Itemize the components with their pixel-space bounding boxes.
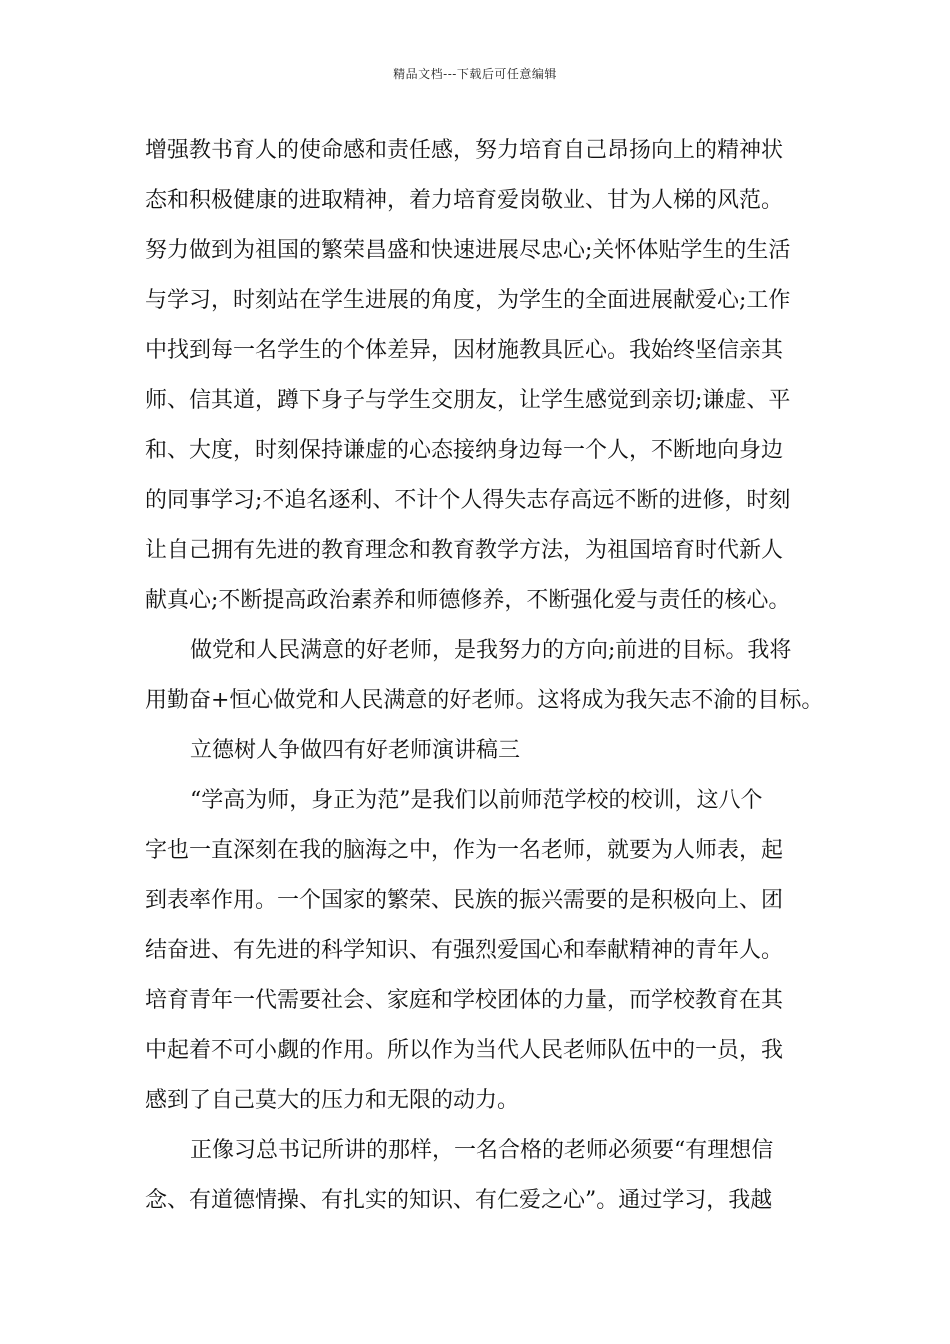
text-line: 和、大度，时刻保持谦虚的心态接纳身边每一个人，不断地向身边 (145, 438, 784, 463)
text-line: 结奋进、有先进的科学知识、有强烈爱国心和奉献精神的青年人。 (145, 938, 784, 963)
text-line: 师、信其道，蹲下身子与学生交朋友，让学生感觉到亲切;谦虚、平 (145, 388, 791, 413)
text-line: 让自己拥有先进的教育理念和教育教学方法，为祖国培育时代新人 (145, 538, 784, 563)
document-body (145, 126, 824, 1226)
paragraph-start-line: “学高为师，身正为范”是我们以前师范学校的校训，这八个 (190, 788, 763, 813)
paragraph-start-line: 做党和人民满意的好老师，是我努力的方向;前进的目标。我将 (190, 638, 792, 663)
section-heading: 立德树人争做四有好老师演讲稿三 (190, 738, 521, 763)
paragraph-start-line: 正像习总书记所讲的那样，一名合格的老师必须要“有理想信 (190, 1138, 774, 1163)
text-line: 感到了自己莫大的压力和无限的动力。 (145, 1088, 520, 1113)
text-line: 到表率作用。一个国家的繁荣、民族的振兴需要的是积极向上、团 (145, 888, 784, 913)
text-line: 培育青年一代需要社会、家庭和学校团体的力量，而学校教育在其 (145, 988, 784, 1013)
text-line: 献真心;不断提高政治素养和师德修养，不断强化爱与责任的核心。 (145, 588, 791, 613)
text-line: 增强教书育人的使命感和责任感，努力培育自己昂扬向上的精神状 (145, 138, 784, 163)
text-line: 字也一直深刻在我的脑海之中，作为一名老师，就要为人师表，起 (145, 838, 784, 863)
text-line: 态和积极健康的进取精神，着力培育爱岗敬业、甘为人梯的风范。 (145, 188, 784, 213)
text-line: 用勤奋+恒心做党和人民满意的好老师。这将成为我矢志不渝的目标。 (145, 688, 824, 713)
text-line: 的同事学习;不追名逐利、不计个人得失志存高远不断的进修，时刻 (145, 488, 791, 513)
text-line: 努力做到为祖国的繁荣昌盛和快速进展尽忠心;关怀体贴学生的生活 (145, 238, 791, 263)
text-line: 中找到每一名学生的个体差异，因材施教具匠心。我始终坚信亲其 (145, 338, 784, 363)
page-header: 精品文档---下载后可任意编辑 (393, 67, 557, 81)
text-line: 与学习，时刻站在学生进展的角度，为学生的全面进展献爱心;工作 (145, 288, 791, 313)
text-line: 念、有道德情操、有扎实的知识、有仁爱之心”。通过学习，我越 (145, 1188, 773, 1213)
text-line: 中起着不可小觑的作用。所以作为当代人民老师队伍中的一员，我 (145, 1038, 784, 1063)
